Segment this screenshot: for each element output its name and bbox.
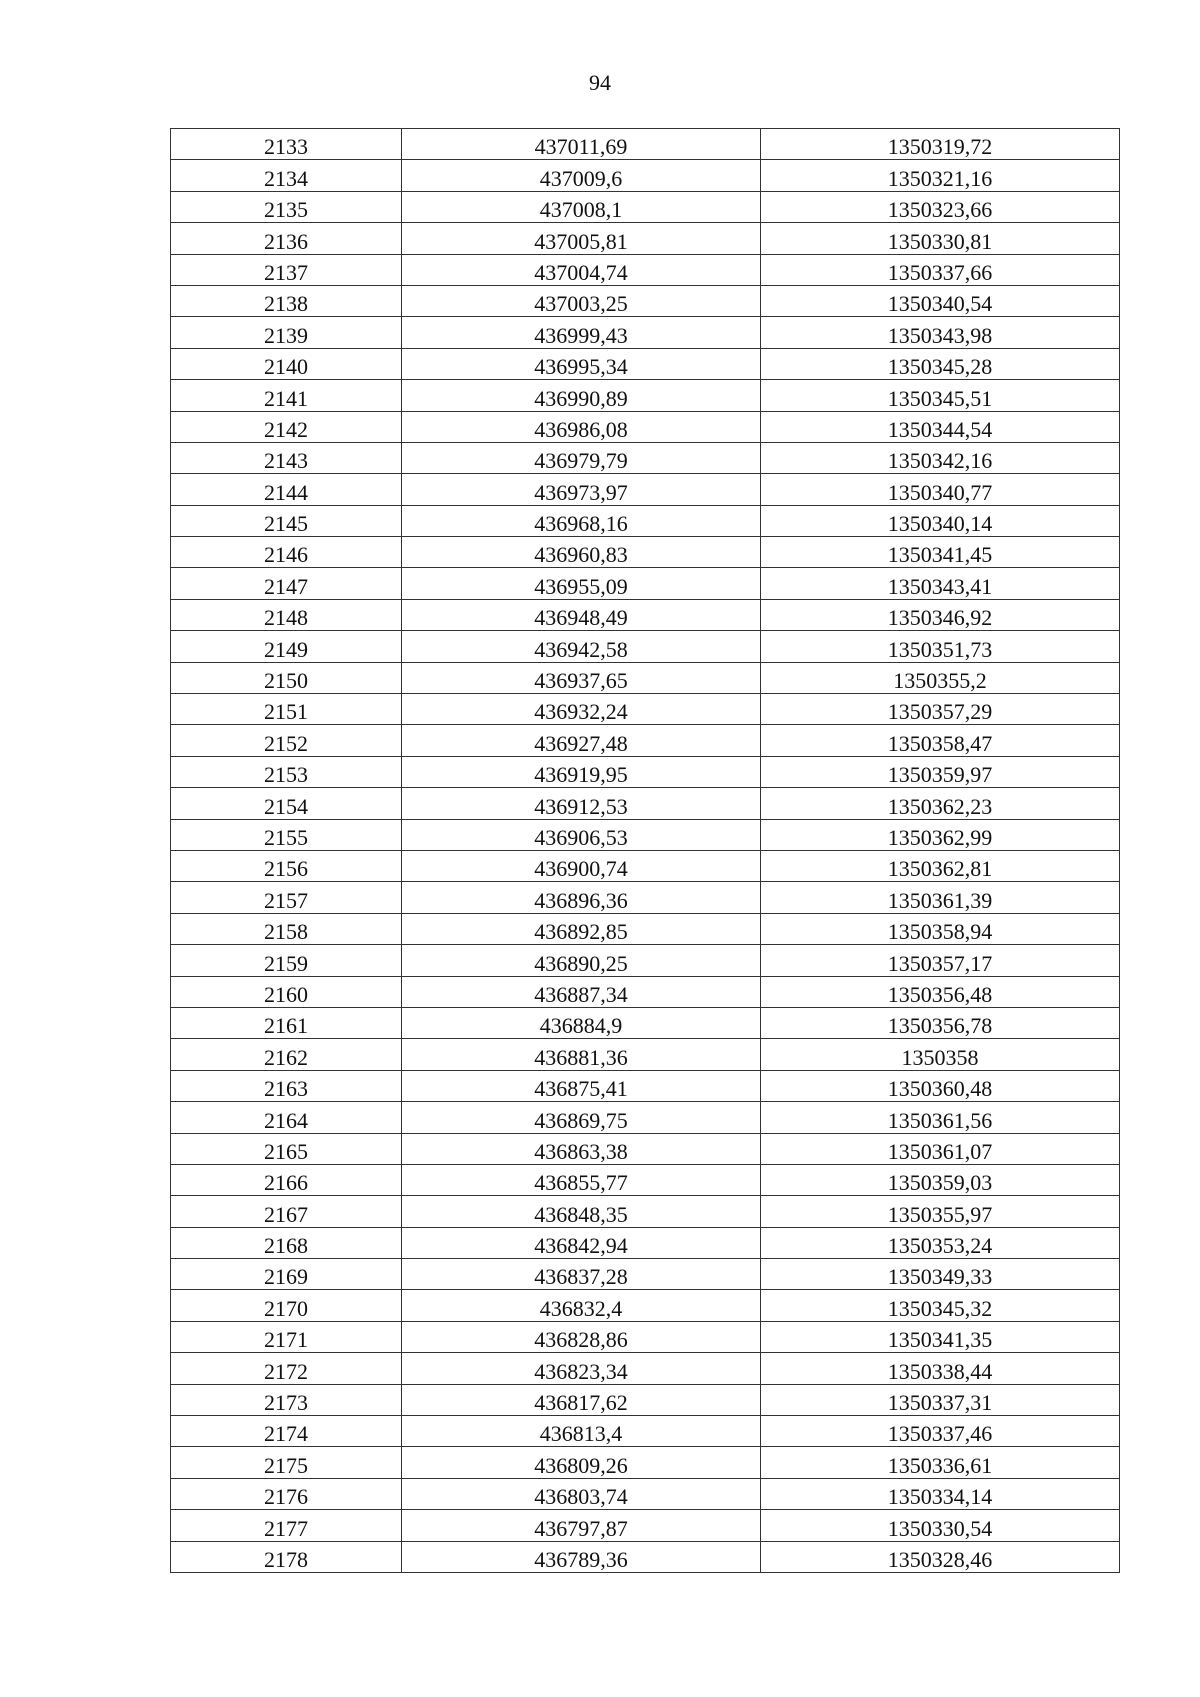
x-coordinate-cell: 436813,4: [402, 1416, 761, 1447]
y-coordinate-cell: 1350344,54: [761, 411, 1120, 442]
x-coordinate-cell: 436855,77: [402, 1164, 761, 1195]
point-number-cell: 2156: [171, 850, 402, 881]
point-number-cell: 2143: [171, 442, 402, 473]
y-coordinate-cell: 1350345,51: [761, 380, 1120, 411]
point-number-cell: 2136: [171, 223, 402, 254]
table-row: [171, 1102, 1120, 1133]
y-coordinate-cell: 1350341,35: [761, 1321, 1120, 1352]
table-row: [171, 474, 1120, 505]
table-row: [171, 442, 1120, 473]
point-number-cell: 2177: [171, 1510, 402, 1541]
point-number-cell: 2144: [171, 474, 402, 505]
x-coordinate-cell: 436932,24: [402, 694, 761, 725]
point-number-cell: 2167: [171, 1196, 402, 1227]
y-coordinate-cell: 1350362,81: [761, 850, 1120, 881]
y-coordinate-cell: 1350341,45: [761, 537, 1120, 568]
point-number-cell: 2161: [171, 1007, 402, 1038]
point-number-cell: 2140: [171, 348, 402, 379]
table-row: [171, 1478, 1120, 1509]
x-coordinate-cell: 437004,74: [402, 254, 761, 285]
point-number-cell: 2149: [171, 631, 402, 662]
y-coordinate-cell: 1350330,54: [761, 1510, 1120, 1541]
point-number-cell: 2139: [171, 317, 402, 348]
y-coordinate-cell: 1350361,07: [761, 1133, 1120, 1164]
x-coordinate-cell: 436887,34: [402, 976, 761, 1007]
table-row: [171, 694, 1120, 725]
table-row: [171, 223, 1120, 254]
x-coordinate-cell: 437005,81: [402, 223, 761, 254]
point-number-cell: 2158: [171, 913, 402, 944]
x-coordinate-cell: 437008,1: [402, 191, 761, 222]
point-number-cell: 2165: [171, 1133, 402, 1164]
point-number-cell: 2166: [171, 1164, 402, 1195]
table-row: [171, 1321, 1120, 1352]
table-row: [171, 160, 1120, 191]
y-coordinate-cell: 1350355,97: [761, 1196, 1120, 1227]
y-coordinate-cell: 1350342,16: [761, 442, 1120, 473]
x-coordinate-cell: 436837,28: [402, 1259, 761, 1290]
y-coordinate-cell: 1350338,44: [761, 1353, 1120, 1384]
y-coordinate-cell: 1350358: [761, 1039, 1120, 1070]
x-coordinate-cell: 436986,08: [402, 411, 761, 442]
point-number-cell: 2162: [171, 1039, 402, 1070]
x-coordinate-cell: 436900,74: [402, 850, 761, 881]
point-number-cell: 2169: [171, 1259, 402, 1290]
point-number-cell: 2160: [171, 976, 402, 1007]
point-number-cell: 2138: [171, 285, 402, 316]
y-coordinate-cell: 1350345,28: [761, 348, 1120, 379]
table-row: [171, 945, 1120, 976]
point-number-cell: 2134: [171, 160, 402, 191]
point-number-cell: 2174: [171, 1416, 402, 1447]
y-coordinate-cell: 1350343,41: [761, 568, 1120, 599]
table-row: [171, 1384, 1120, 1415]
table-row: [171, 662, 1120, 693]
table-row: [171, 976, 1120, 1007]
y-coordinate-cell: 1350357,29: [761, 694, 1120, 725]
table-row: [171, 913, 1120, 944]
x-coordinate-cell: 436906,53: [402, 819, 761, 850]
table-row: [171, 1290, 1120, 1321]
point-number-cell: 2155: [171, 819, 402, 850]
y-coordinate-cell: 1350362,23: [761, 788, 1120, 819]
point-number-cell: 2137: [171, 254, 402, 285]
table-row: [171, 725, 1120, 756]
y-coordinate-cell: 1350351,73: [761, 631, 1120, 662]
x-coordinate-cell: 436955,09: [402, 568, 761, 599]
x-coordinate-cell: 436803,74: [402, 1478, 761, 1509]
table-row: [171, 129, 1120, 160]
point-number-cell: 2148: [171, 599, 402, 630]
point-number-cell: 2135: [171, 191, 402, 222]
x-coordinate-cell: 436881,36: [402, 1039, 761, 1070]
point-number-cell: 2170: [171, 1290, 402, 1321]
point-number-cell: 2133: [171, 129, 402, 160]
x-coordinate-cell: 436823,34: [402, 1353, 761, 1384]
point-number-cell: 2153: [171, 756, 402, 787]
x-coordinate-cell: 436869,75: [402, 1102, 761, 1133]
x-coordinate-cell: 436884,9: [402, 1007, 761, 1038]
y-coordinate-cell: 1350340,54: [761, 285, 1120, 316]
point-number-cell: 2146: [171, 537, 402, 568]
y-coordinate-cell: 1350330,81: [761, 223, 1120, 254]
y-coordinate-cell: 1350323,66: [761, 191, 1120, 222]
x-coordinate-cell: 436875,41: [402, 1070, 761, 1101]
y-coordinate-cell: 1350362,99: [761, 819, 1120, 850]
coordinates-table: [170, 128, 1120, 1573]
point-number-cell: 2157: [171, 882, 402, 913]
y-coordinate-cell: 1350340,14: [761, 505, 1120, 536]
x-coordinate-cell: 436919,95: [402, 756, 761, 787]
page-number: 94: [589, 70, 611, 95]
point-number-cell: 2159: [171, 945, 402, 976]
table-row: [171, 599, 1120, 630]
x-coordinate-cell: 436842,94: [402, 1227, 761, 1258]
x-coordinate-cell: 436848,35: [402, 1196, 761, 1227]
table-row: [171, 254, 1120, 285]
x-coordinate-cell: 436896,36: [402, 882, 761, 913]
table-row: [171, 1227, 1120, 1258]
table-row: [171, 380, 1120, 411]
y-coordinate-cell: 1350319,72: [761, 129, 1120, 160]
x-coordinate-cell: 436999,43: [402, 317, 761, 348]
point-number-cell: 2151: [171, 694, 402, 725]
x-coordinate-cell: 436973,97: [402, 474, 761, 505]
y-coordinate-cell: 1350361,39: [761, 882, 1120, 913]
x-coordinate-cell: 436912,53: [402, 788, 761, 819]
table-row: [171, 756, 1120, 787]
y-coordinate-cell: 1350359,97: [761, 756, 1120, 787]
point-number-cell: 2168: [171, 1227, 402, 1258]
x-coordinate-cell: 436797,87: [402, 1510, 761, 1541]
x-coordinate-cell: 436863,38: [402, 1133, 761, 1164]
x-coordinate-cell: 437009,6: [402, 160, 761, 191]
table-row: [171, 1510, 1120, 1541]
point-number-cell: 2178: [171, 1541, 402, 1572]
table-row: [171, 1007, 1120, 1038]
y-coordinate-cell: 1350357,17: [761, 945, 1120, 976]
table-row: [171, 1133, 1120, 1164]
x-coordinate-cell: 436948,49: [402, 599, 761, 630]
x-coordinate-cell: 436828,86: [402, 1321, 761, 1352]
x-coordinate-cell: 436817,62: [402, 1384, 761, 1415]
point-number-cell: 2145: [171, 505, 402, 536]
point-number-cell: 2173: [171, 1384, 402, 1415]
y-coordinate-cell: 1350336,61: [761, 1447, 1120, 1478]
x-coordinate-cell: 436960,83: [402, 537, 761, 568]
table-row: [171, 411, 1120, 442]
y-coordinate-cell: 1350360,48: [761, 1070, 1120, 1101]
y-coordinate-cell: 1350358,47: [761, 725, 1120, 756]
table-row: [171, 1070, 1120, 1101]
y-coordinate-cell: 1350340,77: [761, 474, 1120, 505]
y-coordinate-cell: 1350356,78: [761, 1007, 1120, 1038]
point-number-cell: 2171: [171, 1321, 402, 1352]
y-coordinate-cell: 1350337,66: [761, 254, 1120, 285]
y-coordinate-cell: 1350337,46: [761, 1416, 1120, 1447]
table-row: [171, 537, 1120, 568]
x-coordinate-cell: 436937,65: [402, 662, 761, 693]
x-coordinate-cell: 436809,26: [402, 1447, 761, 1478]
table-row: [171, 348, 1120, 379]
y-coordinate-cell: 1350361,56: [761, 1102, 1120, 1133]
x-coordinate-cell: 437011,69: [402, 129, 761, 160]
point-number-cell: 2175: [171, 1447, 402, 1478]
table-row: [171, 1447, 1120, 1478]
y-coordinate-cell: 1350356,48: [761, 976, 1120, 1007]
table-row: [171, 819, 1120, 850]
table-row: [171, 568, 1120, 599]
table-row: [171, 191, 1120, 222]
y-coordinate-cell: 1350353,24: [761, 1227, 1120, 1258]
x-coordinate-cell: 436990,89: [402, 380, 761, 411]
table-row: [171, 1541, 1120, 1572]
point-number-cell: 2172: [171, 1353, 402, 1384]
point-number-cell: 2152: [171, 725, 402, 756]
table-row: [171, 631, 1120, 662]
point-number-cell: 2150: [171, 662, 402, 693]
table-row: [171, 882, 1120, 913]
y-coordinate-cell: 1350345,32: [761, 1290, 1120, 1321]
y-coordinate-cell: 1350355,2: [761, 662, 1120, 693]
x-coordinate-cell: 436968,16: [402, 505, 761, 536]
point-number-cell: 2154: [171, 788, 402, 819]
point-number-cell: 2164: [171, 1102, 402, 1133]
point-number-cell: 2142: [171, 411, 402, 442]
y-coordinate-cell: 1350346,92: [761, 599, 1120, 630]
table-row: [171, 1259, 1120, 1290]
x-coordinate-cell: 436995,34: [402, 348, 761, 379]
table-row: [171, 1039, 1120, 1070]
x-coordinate-cell: 436979,79: [402, 442, 761, 473]
table-row: [171, 788, 1120, 819]
y-coordinate-cell: 1350321,16: [761, 160, 1120, 191]
y-coordinate-cell: 1350349,33: [761, 1259, 1120, 1290]
x-coordinate-cell: 436832,4: [402, 1290, 761, 1321]
table-row: [171, 1353, 1120, 1384]
table-row: [171, 317, 1120, 348]
y-coordinate-cell: 1350359,03: [761, 1164, 1120, 1195]
table-row: [171, 1196, 1120, 1227]
y-coordinate-cell: 1350358,94: [761, 913, 1120, 944]
x-coordinate-cell: 437003,25: [402, 285, 761, 316]
x-coordinate-cell: 436927,48: [402, 725, 761, 756]
y-coordinate-cell: 1350343,98: [761, 317, 1120, 348]
table-row: [171, 505, 1120, 536]
point-number-cell: 2147: [171, 568, 402, 599]
x-coordinate-cell: 436892,85: [402, 913, 761, 944]
y-coordinate-cell: 1350337,31: [761, 1384, 1120, 1415]
table-row: [171, 285, 1120, 316]
point-number-cell: 2141: [171, 380, 402, 411]
table-row: [171, 1416, 1120, 1447]
x-coordinate-cell: 436942,58: [402, 631, 761, 662]
table-row: [171, 1164, 1120, 1195]
point-number-cell: 2163: [171, 1070, 402, 1101]
x-coordinate-cell: 436789,36: [402, 1541, 761, 1572]
coordinates-table-body: [171, 129, 1120, 1573]
point-number-cell: 2176: [171, 1478, 402, 1509]
y-coordinate-cell: 1350334,14: [761, 1478, 1120, 1509]
y-coordinate-cell: 1350328,46: [761, 1541, 1120, 1572]
table-row: [171, 850, 1120, 881]
x-coordinate-cell: 436890,25: [402, 945, 761, 976]
